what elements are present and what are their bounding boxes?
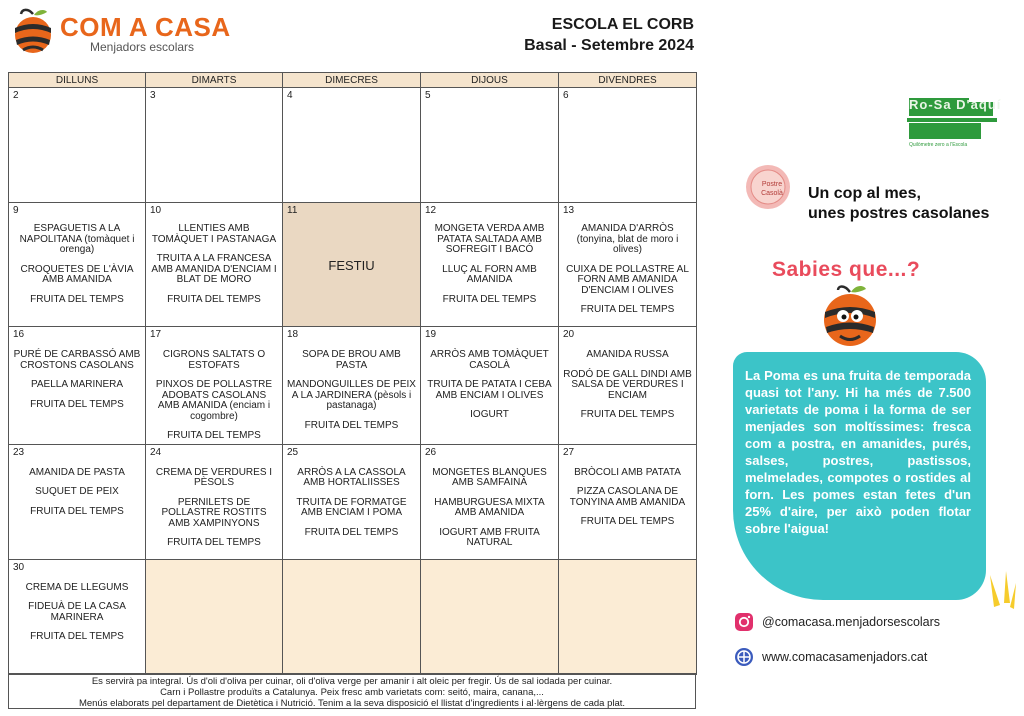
day-cell [421,444,559,559]
day-cell [283,559,421,674]
day-number: 12 [425,205,437,216]
meal-item: CUIXA DE POLLASTRE AL FORN AMB AMANIDA D'ENCIAM I OLIVES [566,263,689,296]
meal-item: ARRÒS AMB TOMÀQUET CASOLÀ [430,349,549,371]
meal-item: PAELLA MARINERA [30,379,124,390]
day-number: 16 [13,329,25,340]
day-cell [421,88,559,203]
instagram-icon [734,612,754,632]
globe-icon [734,647,754,667]
instagram-link[interactable] [734,612,994,634]
meal-item: FIDEUÀ DE LA CASA MARINERA [28,601,126,623]
meal-item: FRUITA DEL TEMPS [304,419,399,431]
meal-list [13,350,141,410]
meal-item: PERNILETS DE POLLASTRE ROSTITS AMB XAMPINYONS [161,496,267,529]
postres-note [808,184,989,224]
weekday-header-row [9,73,697,88]
meal-item: AMANIDA D'ARRÒS (tonyina, blat de moro i olives) [576,223,679,255]
day-number: 23 [13,446,25,458]
meal-item: PIZZA CASOLANA DE TONYINA AMB AMANIDA [569,486,686,508]
meal-list [13,468,141,518]
day-cell [9,88,146,203]
meal-list [150,350,278,442]
website-url[interactable]: www.comacasamenjadors.cat [762,650,928,664]
day-cell [559,559,697,674]
day-cell [9,444,146,559]
meal-item: PURÉ DE CARBASSÓ AMB CROSTONS CASOLANS [13,349,141,371]
week-row [9,203,697,327]
meal-list [563,468,692,528]
sabies-que-title: Sabies que...? [772,258,921,281]
meal-item: FRUITA DEL TEMPS [304,526,399,538]
week-row [9,444,697,559]
meal-item: RODÓ DE GALL DINDI AMB SALSA DE VERDURES I ENCIAM [563,368,692,401]
meal-item: CREMA DE LLEGUMS [25,581,129,593]
postres-line: unes postres casolanes [808,205,990,222]
website-link[interactable] [734,647,994,669]
meal-item: FRUITA DEL TEMPS [442,293,537,305]
day-number: 17 [150,329,162,340]
meal-item: AMANIDA RUSSA [586,349,669,360]
meal-item: FRUITA DEL TEMPS [167,430,261,441]
logo-icon [12,6,54,56]
rosa-logo-text: Ro-Sa D'aquí [909,97,1002,112]
day-cell [559,444,697,559]
meal-item: ARRÒS A LA CASSOLA AMB HORTALIISSES [297,466,406,488]
meal-item: IOGURT AMB FRUITA NATURAL [439,526,540,548]
day-cell [146,559,283,674]
day-number: 4 [287,90,293,101]
day-cell [559,203,697,327]
day-cell [146,203,283,327]
day-number: 20 [563,329,575,340]
day-number: 11 [287,205,298,216]
meal-item: MONGETA VERDA AMB PATATA SALTADA AMB SOFREGIT I BACÓ [434,223,545,255]
brand-logo [12,6,231,56]
day-cell [9,559,146,674]
day-number: 26 [425,446,437,458]
day-number: 19 [425,329,437,340]
meal-item: SOPA DE BROU AMB PASTA [302,349,401,371]
day-number: 5 [425,90,431,101]
day-cell [9,203,146,327]
day-cell [559,327,697,445]
school-header [524,14,694,56]
brand-subtitle: Menjadors escolars [90,40,195,54]
rosa-logo-sub: Quilòmetre zero a l'Escola [909,142,968,148]
meal-list [13,224,141,305]
week-row [9,88,697,203]
fact-text: La Poma es una fruita de temporada quasi tot l'any. Hi ha més de 7.500 varietats de poma i la forma de ser menjades son moltíssimes: fresca com a postra, en amanides, purés, salses, postres, pastissos, melmelades, compotes o rostides al forn. Les pomes estan fetes d'un 25% d'aire, per això poden flotar sobre l'aigua! [745,368,971,536]
postres-badge-text: Postre Casolà [761,181,783,197]
footer-line: Carn i Pollastre produïts a Catalunya. Peix fresc amb varietats com: seitó, maira, canana,... [160,687,544,698]
day-cell [283,327,421,445]
meal-item: FRUITA DEL TEMPS [580,304,675,315]
meal-item: FRUITA DEL TEMPS [167,293,261,305]
meal-item: MANDONGUILLES DE PEIX A LA JARDINERA (pèsols i pastanaga) [287,379,416,411]
meal-item: FRUITA DEL TEMPS [30,293,124,305]
meal-item: FRUITA DEL TEMPS [30,631,124,642]
footer-line: Menús elaborats pel departament de Dietètica i Nutrició. Tenim a la seva disposició el llistat d'ingredients i al·lèrgens de cada plat. [78,698,626,709]
school-name: ESCOLA EL CORB [551,16,694,33]
meal-list [563,350,692,421]
holiday-label: FESTIU [328,258,375,273]
meal-item: PINXOS DE POLLASTRE ADOBATS CASOLANS AMB AMANIDA (enciam i cogombre) [155,379,273,422]
day-cell [146,88,283,203]
apple-mascot-icon [820,280,880,350]
meal-list [13,583,141,643]
menu-footer-notes [8,673,696,709]
day-number: 27 [563,446,575,458]
day-number: 10 [150,205,162,216]
day-cell [421,327,559,445]
footer-line: Es servirà pa integral. Ús d'oli d'oliva per cuinar, oli d'oliva verge per amanir i alt oleic per fregir. Ús de sal iodada per cuinar. [91,676,613,687]
meal-list [425,224,554,305]
day-cell [421,559,559,674]
weekday-header: DIMECRES [283,73,421,88]
weekday-header: DIMARTS [146,73,283,88]
meal-item: FRUITA DEL TEMPS [580,409,675,420]
meal-item: TRUITA A LA FRANCESA AMB AMANIDA D'ENCIAM I BLAT DE MORO [151,253,277,285]
day-number: 13 [563,205,575,216]
meal-item: TRUITA DE FORMATGE AMB ENCIAM I POMA [296,496,407,518]
meal-list [425,350,554,421]
weekday-header: DIJOUS [421,73,559,88]
postres-line: Un cop al mes, [808,185,921,202]
meal-item: SUQUET DE PEIX [35,486,119,497]
meal-item: CREMA DE VERDURES I PÈSOLS [155,466,273,488]
meal-item: HAMBURGUESA MIXTA AMB AMANIDA [434,496,545,518]
brand-name: COM A CASA [60,12,231,42]
meal-item: FRUITA DEL TEMPS [580,516,675,527]
day-cell [421,203,559,327]
meal-list [563,224,692,316]
weekday-header: DILLUNS [9,73,146,88]
instagram-handle[interactable]: @comacasa.menjadorsescolars [762,615,941,629]
day-number: 18 [287,329,299,340]
day-cell [559,88,697,203]
menu-title: Basal - Setembre 2024 [524,37,694,54]
week-row [9,559,697,674]
meal-item: FRUITA DEL TEMPS [167,537,261,548]
meal-list [287,468,416,539]
weekday-header: DIVENDRES [559,73,697,88]
meal-item: LLUÇ AL FORN AMB AMANIDA [442,263,537,285]
meal-item: FRUITA DEL TEMPS [30,398,124,410]
day-number: 24 [150,446,162,458]
day-cell [146,327,283,445]
week-row [9,327,697,445]
meal-item: MONGETES BLANQUES AMB SAMFAINA [432,466,547,488]
day-cell [146,444,283,559]
meal-item: CIGRONS SALTATS O ESTOFATS [162,349,266,371]
day-cell [283,88,421,203]
day-number: 2 [13,90,19,101]
day-cell [283,444,421,559]
day-number: 3 [150,90,156,101]
meal-item: AMANIDA DE PASTA [29,466,125,478]
meal-item: FRUITA DEL TEMPS [30,505,124,517]
day-number: 6 [563,90,569,101]
meal-list [287,350,416,431]
day-number: 9 [13,205,19,216]
day-number: 25 [287,446,299,458]
meal-item: LLENTIES AMB TOMÀQUET I PASTANAGA [151,223,277,245]
menu-calendar [8,72,697,675]
meal-list [425,468,554,549]
meal-item: IOGURT [470,409,509,420]
day-cell [9,327,146,445]
meal-item: BRÒCOLI AMB PATATA [574,466,681,478]
meal-list [150,224,278,305]
meal-item: ESPAGUETIS A LA NAPOLITANA (tomàquet i orenga) [19,223,135,255]
meal-item: TRUITA DE PATATA I CEBA AMB ENCIAM I OLIVES [427,379,552,401]
meal-item: CROQUETES DE L'ÀVIA AMB AMANIDA [20,263,134,285]
meal-list [150,468,278,549]
day-cell [283,203,421,327]
day-number: 30 [13,561,25,573]
